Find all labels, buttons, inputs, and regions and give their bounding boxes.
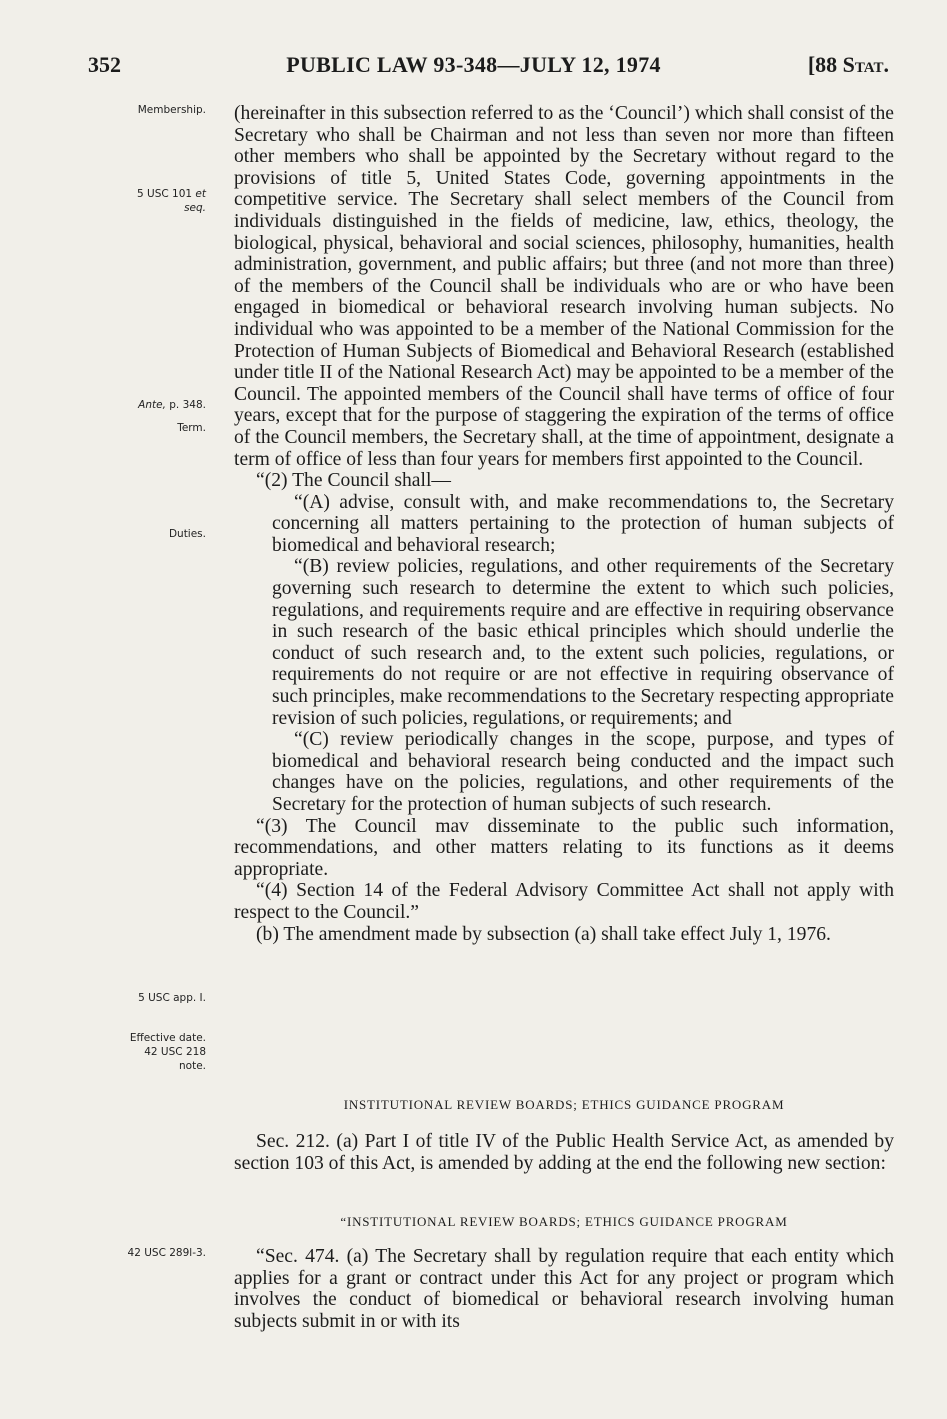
margin-note-effective-date: Effective date. 42 USC 218 note. [129,1032,206,1072]
paragraph-council-composition: (hereinafter in this subsection referred to as the ‘Council’) which shall consist of the Secretary who shall be Chairman and not less than seven nor more than fifteen other members who shall be appointed by the Secretary without regard to the provisions of title 5, United States Code, governing appointments in the competitive service. The Secretary shall select members of the Council from individuals distinguished in the fields of medicine, law, ethics, theology, the biological, physical, behavioral and social sciences, philosophy, humanities, health administration, government, and public affairs; but three (and not more than three) of the members of the Council shall be individuals who are or who have been engaged in biomedical or behavioral research involving human subjects. No individual who was appointed to be a member of the National Commission for the Protection of Human Subjects of Biomedical and Behavioral Research (established under title II of the National Research Act) may be appointed to be a member of the Council. The appointed members of the Council shall have terms of office of four years, except that for the purpose of staggering the expiration of the terms of office of the Council members, the Secretary shall, at the time of appointment, designate a term of office of less than four years for members first appointed to the Council. [234,103,894,470]
page-number: 352 [88,52,121,77]
margin-note-duties: Duties. [168,528,206,540]
paragraph-2: “(2) The Council shall— [256,470,451,492]
margin-note-usc-app: 5 USC app. I. [138,992,206,1004]
paragraph-3: “(3) The Council mav disseminate to the public such information, recommendations, and other matters relating to its functions as it deems appropriate. [234,815,894,880]
new-section-heading: “INSTITUTIONAL REVIEW BOARDS; ETHICS GUIDANCE PROGRAM [340,1214,788,1229]
section-heading: INSTITUTIONAL REVIEW BOARDS; ETHICS GUIDANCE PROGRAM [343,1097,785,1112]
margin-note-usc289: 42 USC 289l-3. [127,1247,206,1259]
margin-note-ante: Ante, p. 348. [138,399,206,411]
paragraph-4: “(4) Section 14 of the Federal Advisory Committee Act shall not apply with respect to the Council.” [234,880,894,923]
body-text-sec474 [234,1246,894,1332]
page-title: PUBLIC LAW 93-348—JULY 12, 1974 [286,52,661,77]
statute-reference: [88 Stat. [807,52,889,77]
paragraph-2b: “(B) review policies, regulations, and other requirements of the Secretary governing such research to determine the extent to which such policies, regulations, and requirements require and are effective in requiring observance in such research of the basic ethical principles which should underlie the conduct of such research and, to the extent such policies, regulations, or requirements do not require or are not effective in requiring observance of such principles, make recommendations to the Secretary respecting appropriate revision of such policies, regulations, or requirements; and [272,556,894,729]
paragraph-sec-474: “Sec. 474. (a) The Secretary shall by regulation require that each entity which applies for a grant or contract under this Act for any project or program which involves the conduct of biomedical or behavioral research involving human subjects submit in or with its [234,1246,894,1332]
body-text-upper [234,103,894,945]
margin-note-term: Term. [177,422,206,434]
page-header [0,52,947,86]
margin-note-usc101: 5 USC 101 et seq. [136,188,206,214]
paragraph-sec-212: Sec. 212. (a) Part I of title IV of the Public Health Service Act, as amended by section 103 of this Act, is amended by adding at the end the following new section: [234,1131,894,1174]
paragraph-2c: “(C) review periodically changes in the scope, purpose, and types of biomedical and behavioral research being conducted and the impact such changes have on the policies, regulations, and other requirements of the Secretary for the protection of human subjects of such research. [272,729,894,815]
margin-note-membership: Membership. [137,104,206,116]
paragraph-b: (b) The amendment made by subsection (a) shall take effect July 1, 1976. [256,923,831,945]
body-text-sec212 [234,1131,894,1174]
paragraph-2a: “(A) advise, consult with, and make recommendations to, the Secretary concerning all matters pertaining to the protection of human subjects of biomedical and behavioral research; [272,491,894,556]
